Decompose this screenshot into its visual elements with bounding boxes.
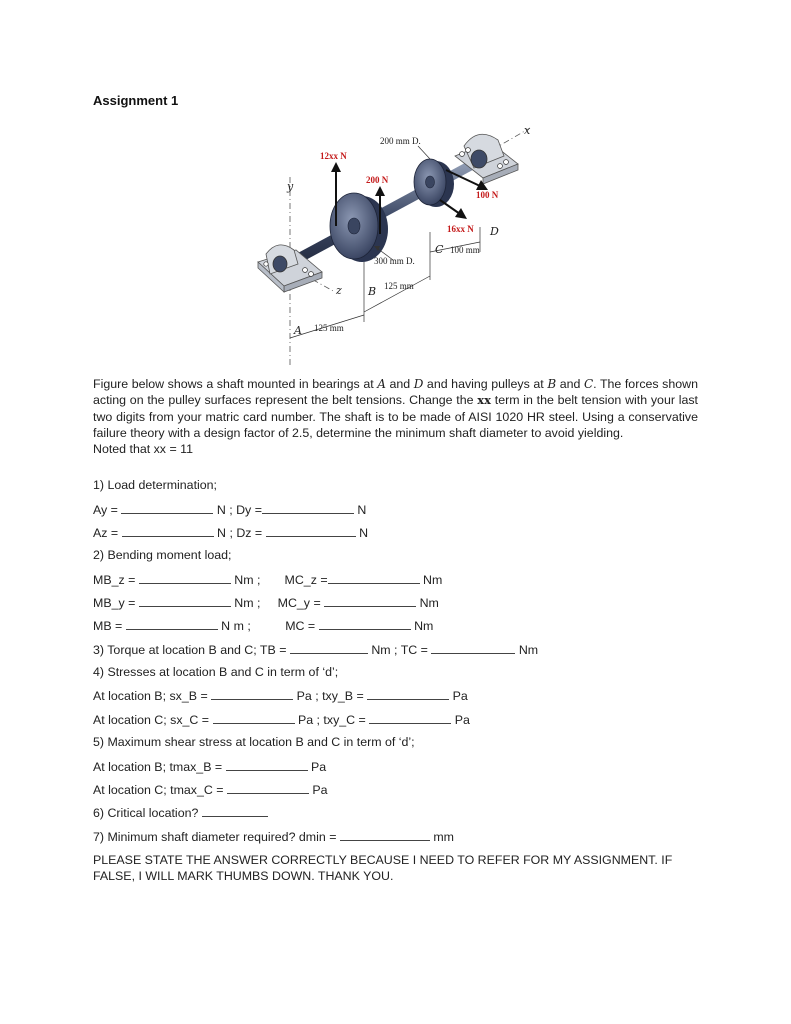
answer-dmin[interactable] <box>340 829 430 841</box>
answer-sx-b[interactable] <box>211 688 293 700</box>
answer-txy-c[interactable] <box>369 712 451 724</box>
label-dia-300: 300 mm D. <box>374 256 415 266</box>
label-axis-z: z <box>336 284 342 297</box>
answer-tmax-c[interactable] <box>227 782 309 794</box>
q1-line-1: Ay = N ; Dy = N <box>93 503 367 517</box>
label-force-12xx: 12xx N <box>320 151 347 161</box>
q5-heading: 5) Maximum shear stress at location B and C in term of ‘d’; <box>93 735 415 749</box>
label-point-a: A <box>294 324 302 337</box>
answer-mb-y[interactable] <box>139 595 231 607</box>
q7-line: 7) Minimum shaft diameter required? dmin = mm <box>93 830 455 844</box>
label-dim-100: 100 mm <box>450 245 480 255</box>
label-force-100: 100 N <box>476 190 499 200</box>
q1-heading: 1) Load determination; <box>93 478 217 492</box>
answer-mc-y[interactable] <box>324 595 416 607</box>
answer-mb[interactable] <box>126 618 218 630</box>
shaft-figure <box>250 122 550 372</box>
answer-tb[interactable] <box>290 642 368 654</box>
problem-statement: Figure below shows a shaft mounted in bearings at A and D and having pulleys at B and C. The forces shown acting on the pulley surfaces represent the belt tensions. Change the xx term in the belt tension with your last two digits from your matric card number. The shaft is to be made of AISI 1020 HR steel. Using a conservative failure theory with a design factor of 2.5, determine the minimum shaft diameter to avoid yielding. Noted that xx = 11 <box>93 377 698 457</box>
force-arrow-16xx <box>440 200 467 219</box>
q5-line-c: At location C; tmax_C = Pa <box>93 783 328 797</box>
q4-line-c: At location C; sx_C = Pa ; txy_C = Pa <box>93 713 470 727</box>
answer-sx-c[interactable] <box>213 712 295 724</box>
answer-dy[interactable] <box>262 502 354 514</box>
label-dia-200: 200 mm D. <box>380 136 421 146</box>
q1-line-2: Az = N ; Dz = N <box>93 526 369 540</box>
pulley-c <box>414 159 454 207</box>
label-point-c: C <box>435 243 444 256</box>
label-point-b: B <box>368 285 377 298</box>
answer-mc[interactable] <box>319 618 411 630</box>
answer-tc[interactable] <box>431 642 515 654</box>
label-force-200: 200 N <box>366 175 389 185</box>
q4-line-b: At location B; sx_B = Pa ; txy_B = Pa <box>93 689 468 703</box>
q6-line: 6) Critical location? <box>93 805 268 820</box>
label-axis-y: y <box>287 180 294 193</box>
label-dim-125-ab: 125 mm <box>314 323 344 333</box>
answer-txy-b[interactable] <box>367 688 449 700</box>
answer-critical-location[interactable] <box>202 805 268 817</box>
q2-line-1: MB_z = Nm ; MC_z = Nm <box>93 573 443 587</box>
assignment-title: Assignment 1 <box>93 93 179 108</box>
q2-heading: 2) Bending moment load; <box>93 548 232 562</box>
label-axis-x: x <box>524 124 531 137</box>
label-force-16xx: 16xx N <box>447 224 474 234</box>
q4-heading: 4) Stresses at location B and C in term of ‘d’; <box>93 665 339 679</box>
note-xx: Noted that xx = 11 <box>93 442 193 457</box>
answer-ay[interactable] <box>121 502 213 514</box>
answer-tmax-b[interactable] <box>226 759 308 771</box>
closing-note: PLEASE STATE THE ANSWER CORRECTLY BECAUSE I NEED TO REFER FOR MY ASSIGNMENT. IF FALSE, I WILL MARK THUMBS DOWN. THANK YOU. <box>93 853 673 883</box>
label-point-d: D <box>490 225 499 238</box>
answer-az[interactable] <box>122 525 214 537</box>
answer-mb-z[interactable] <box>139 572 231 584</box>
q3-line: 3) Torque at location B and C; TB = Nm ; TC = Nm <box>93 643 539 657</box>
answer-mc-z[interactable] <box>328 572 420 584</box>
q2-line-2: MB_y = Nm ; MC_y = Nm <box>93 596 439 610</box>
q5-line-b: At location B; tmax_B = Pa <box>93 760 327 774</box>
q2-line-3: MB = N m ; MC = Nm <box>93 619 434 633</box>
label-dim-125-bc: 125 mm <box>384 281 414 291</box>
answer-dz[interactable] <box>266 525 356 537</box>
bearing-d <box>455 134 518 184</box>
